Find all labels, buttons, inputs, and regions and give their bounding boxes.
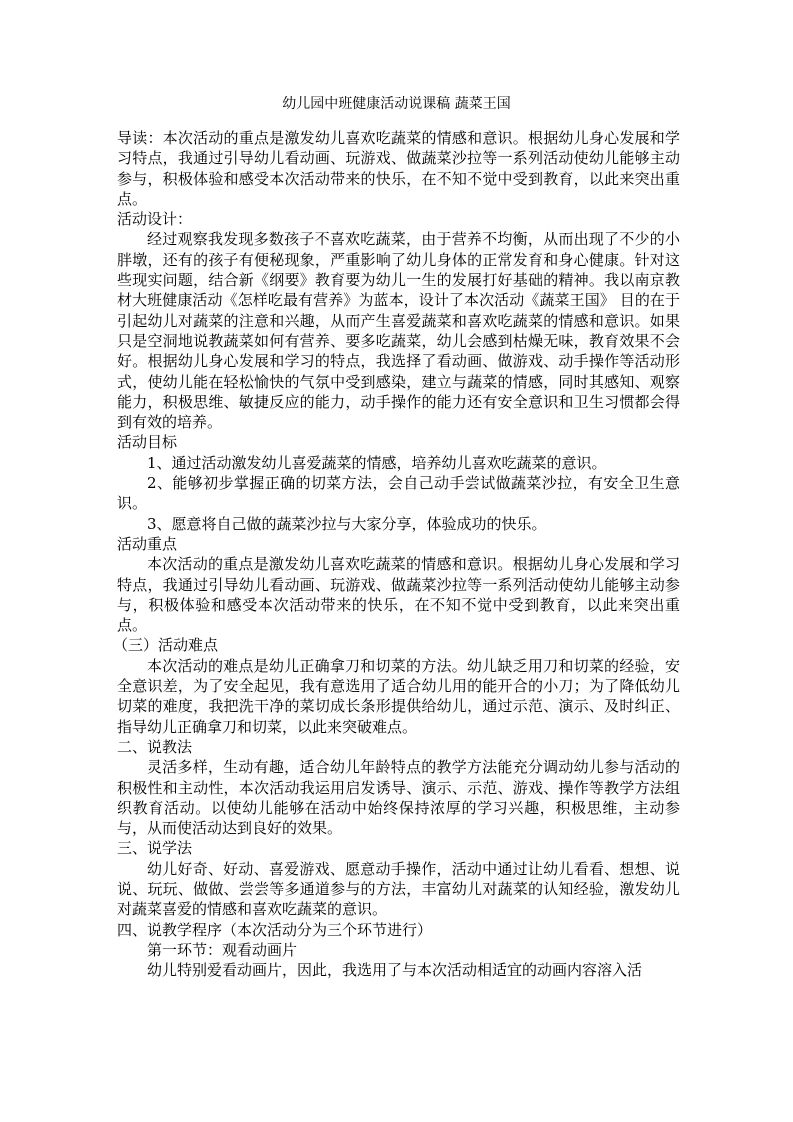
section-heading-teaching: 二、说教法 [117, 737, 193, 756]
procedure-step-1: 第一环节：观看动画片 [147, 940, 298, 959]
section-heading-focus: 活动重点 [117, 534, 178, 553]
section-heading-procedure: 四、说教学程序（本次活动分为三个环节进行） [117, 920, 433, 939]
document-title: 幼儿园中班健康活动说课稿 蔬菜王国 [282, 96, 511, 112]
intro-paragraph: 导读：本次活动的重点是激发幼儿喜欢吃蔬菜的情感和意识。根据幼儿身心发展和学习特点，我通过引导幼儿看动画、玩游戏、做蔬菜沙拉等一系列活动使幼儿能够主动参与，积极体验和感受本次活动带来的快乐，在不知不觉中受到教育，以此来突出重点。 [117, 129, 680, 208]
section-heading-difficulty: （三）活动难点 [113, 636, 219, 655]
design-paragraph: 经过观察我发现多数孩子不喜欢吃蔬菜，由于营养不均衡，从而出现了不少的小胖墩，还有的孩子有便秘现象，严重影响了幼儿身体的正常发育和身心健康。针对这些现实问题，结合新《纲要》教育要为幼儿一生的发展打好基础的精神。我以南京教材大班健康活动《怎样吃最有营养》为蓝本，设计了本次活动《蔬菜王国》 目的在于引起幼儿对蔬菜的注意和兴趣，从而产生喜爱蔬菜和喜欢吃蔬菜的情感和意识。如果只是空洞地说教蔬菜如何有营养、要多吃蔬菜，幼儿会感到枯燥无味，教育效果不会好。根据幼儿身心发展和学习的特点，我选择了看动画、做游戏、动手操作等活动形式，使幼儿能在轻松愉快的气氛中受到感染，建立与蔬菜的情感，同时其感知、观察能力，积极思维、敏捷反应的能力，动手操作的能力还有安全意识和卫生习惯都会得到有效的培养。 [117, 230, 680, 432]
procedure-paragraph: 幼儿特别爱看动画片，因此，我选用了与本次活动相适宜的动画内容溶入活 [147, 961, 643, 980]
goal-item-2: 2、能够初步掌握正确的切菜方法，会自己动手尝试做蔬菜沙拉，有安全卫生意识。 [117, 474, 680, 513]
section-heading-goals: 活动目标 [117, 433, 178, 452]
goal-item-1: 1、通过活动激发幼儿喜爱蔬菜的情感，培养幼儿喜欢吃蔬菜的意识。 [147, 453, 607, 472]
focus-paragraph: 本次活动的重点是激发幼儿喜欢吃蔬菜的情感和意识。根据幼儿身心发展和学习特点，我通过引导幼儿看动画、玩游戏、做蔬菜沙拉等一系列活动使幼儿能够主动参与，积极体验和感受本次活动带来的快乐，在不知不觉中受到教育，以此来突出重点。 [117, 555, 680, 635]
section-heading-design: 活动设计： [117, 210, 193, 229]
goal-item-3: 3、愿意将自己做的蔬菜沙拉与大家分享，体验成功的快乐。 [147, 514, 547, 533]
section-heading-learning: 三、说学法 [117, 839, 193, 858]
document-body [113, 128, 680, 980]
teaching-paragraph: 灵活多样，生动有趣，适合幼儿年龄特点的教学方法能充分调动幼儿参与活动的积极性和主动性，本次活动我运用启发诱导、演示、示范、游戏、操作等教学方法组织教育活动。以使幼儿能够在活动中始终保持浓厚的学习兴趣，积极思维，主动参与，从而使活动达到良好的效果。 [117, 758, 680, 838]
difficulty-paragraph: 本次活动的难点是幼儿正确拿刀和切菜的方法。幼儿缺乏用刀和切菜的经验，安全意识差，为了安全起见，我有意选用了适合幼儿用的能开合的小刀；为了降低幼儿切菜的难度，我把洗干净的菜切成长条形提供给幼儿，通过示范、演示、及时纠正、指导幼儿正确拿刀和切菜，以此来突破难点。 [117, 656, 680, 736]
learning-paragraph: 幼儿好奇、好动、喜爱游戏、愿意动手操作，活动中通过让幼儿看看、想想、说说、玩玩、做做、尝尝等多通道参与的方法，丰富幼儿对蔬菜的认知经验，激发幼儿对蔬菜喜爱的情感和喜欢吃蔬菜的意识。 [117, 859, 680, 919]
